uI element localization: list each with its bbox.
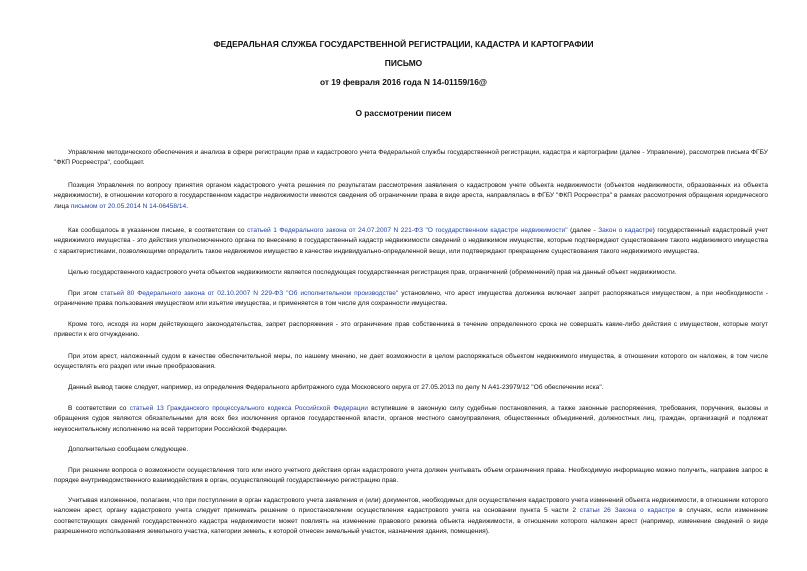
paragraph-9 [54,404,768,435]
cadastre-law-link[interactable]: Закон о кадастре [598,227,653,234]
paragraph-1 [54,148,768,169]
paragraph-text: Данный вывод также следует, например, из определения Федерального арбитражного суда Московского округа от 27.05.2013 по делу N А41-23979/12 "Об обеспечении иска". [68,384,604,391]
paragraph-text: При решении вопроса о возможности осуществления того или иного учетного действия орган кадастрового учета должен учитывать объем ограничения права. Необходимую информацию можно получить, направив запрос в порядке внутриведомственного взаимодействия в орган, осуществляющий государственную регистрацию прав. [54,467,768,485]
paragraph-text: вступившие в законную силу судебные постановления, а также законные распоряжения, требования, поручения, вызовы и обращения судов являются обязательными для всех без исключения органов государственной власти, органов местного самоуправления, общественных объединений, должностных лиц, граждан, организаций и подлежат неукоснительному исполнению на всей территории Российской Федерации. [54,405,768,433]
law-229-link[interactable]: статьей 80 Федерального закона от 02.10.2007 N 229-ФЗ "Об исполнительном производстве" [100,290,399,297]
paragraph-text: Как сообщалось в указанном письме, в соответствии со [68,227,245,234]
paragraph-text: Дополнительно сообщаем следующее. [68,446,189,453]
paragraph-text: ) государственный кадастровый учет недвижимого имущества - это действия уполномоченного органа по внесению в государственный кадастр недвижимости сведений о недвижимом имуществе, которые подтверждают существование такого недвижимого имущества с характеристиками, позволяющими определить такое недвижимое имущество в качестве индивидуально-определенной вещи, или подтверждают прекращение существования такого недвижимого имущества. [54,227,768,255]
paragraph-3 [54,226,768,257]
paragraph-5 [54,289,768,310]
civil-procedure-code-link[interactable]: статьей 13 Гражданского процессуального кодекса Российской Федерации [129,405,368,412]
paragraph-8 [54,383,768,393]
paragraph-2 [54,181,768,212]
letter-link[interactable]: письмом от 20.05.2014 N 14-06458/14 [70,202,187,210]
paragraph-text: в случаях, если изменение соответствующих сведений государственного кадастра недвижимости может повлиять на изменение правового режима объекта недвижимости, в отношении которого наложен арест (например, изменение сведений о виде разрешенного использования земельного участка, категории земель, к которой отнесен земельный участок, назначения здания, помещения). [54,507,768,536]
paragraph-11 [54,466,768,487]
paragraph-text: Учитывая изложенное, полагаем, что при поступлении в орган кадастрового учета заявления и (или) документов, необходимых для осуществления кадастрового учета изменений объекта недвижимости, в отношении которого наложен арест, органу кадастрового учета следует принимать решение о приостановлении осуществления кадастрового учета на основании пункта 5 части 2 [54,497,768,515]
document-subject: О рассмотрении писем [355,108,452,118]
paragraph-7 [54,352,768,373]
paragraph-text: (далее - [570,227,596,234]
document-date-number: от 19 февраля 2016 года N 14-01159/16@ [319,77,488,87]
article-26-link[interactable]: статьи 26 Закона о кадастре [579,507,676,515]
paragraph-text: При этом [68,290,98,297]
document-type: ПИСЬМО [384,58,423,68]
law-221-link[interactable]: статьей 1 Федерального закона от 24.07.2007 N 221-ФЗ "О государственном кадастре недвижимости" [247,227,568,234]
paragraph-text: В соответствии со [68,405,127,412]
paragraph-6 [54,320,768,341]
paragraph-10 [54,445,768,455]
paragraph-text: При этом арест, наложенный судом в качестве обеспечительной меры, по нашему мнению, не дает возможности в целом распоряжаться объектом недвижимого имущества, в отношении которого он наложен, в том числе осуществлять его раздел или иные преобразования. [54,353,768,371]
paragraph-text: . [186,202,189,210]
paragraph-text: Кроме того, исходя из норм действующего законодательства, запрет распоряжения - это ограничение прав собственника в течение определенного срока не совершать какие-либо действия с имуществом, которые могут привести к его отчуждению. [54,321,768,339]
paragraph-text: Целью государственного кадастрового учета объектов недвижимости является последующая государственная регистрация прав, ограничений (обременений) прав на данный объект недвижимости. [68,269,677,276]
paragraph-text: установлено, что арест имущества должника включает запрет распоряжаться имуществом, а при необходимости - ограничение права пользования имуществом или изъятие имущества, и применяется в том числе для сохранности имущества. [54,290,768,308]
agency-title: ФЕДЕРАЛЬНАЯ СЛУЖБА ГОСУДАРСТВЕННОЙ РЕГИСТРАЦИИ, КАДАСТРА И КАРТОГРАФИИ [213,39,594,49]
paragraph-text: Позиция Управления по вопросу принятия органом кадастрового учета решения по результатам рассмотрения заявления о кадастровом учете объекта недвижимости (объектов недвижимости, образованных из объекта недвижимости), в отношении которого в государственном кадастре недвижимости имеются сведения об ограничении права в виде ареста, направлялась в ФГБУ "ФКП Росреестра" в рамках рассмотрения обращения юридического лица [54,182,768,210]
paragraph-12 [54,496,768,538]
paragraph-text: Управление методического обеспечения и анализа в сфере регистрации прав и кадастрового учета Федеральной службы государственной регистрации, кадастра и картографии (далее - Управление), рассмотрев письма ФГБУ "ФКП Росреестра", сообщает. [54,149,768,167]
paragraph-4 [54,268,768,278]
